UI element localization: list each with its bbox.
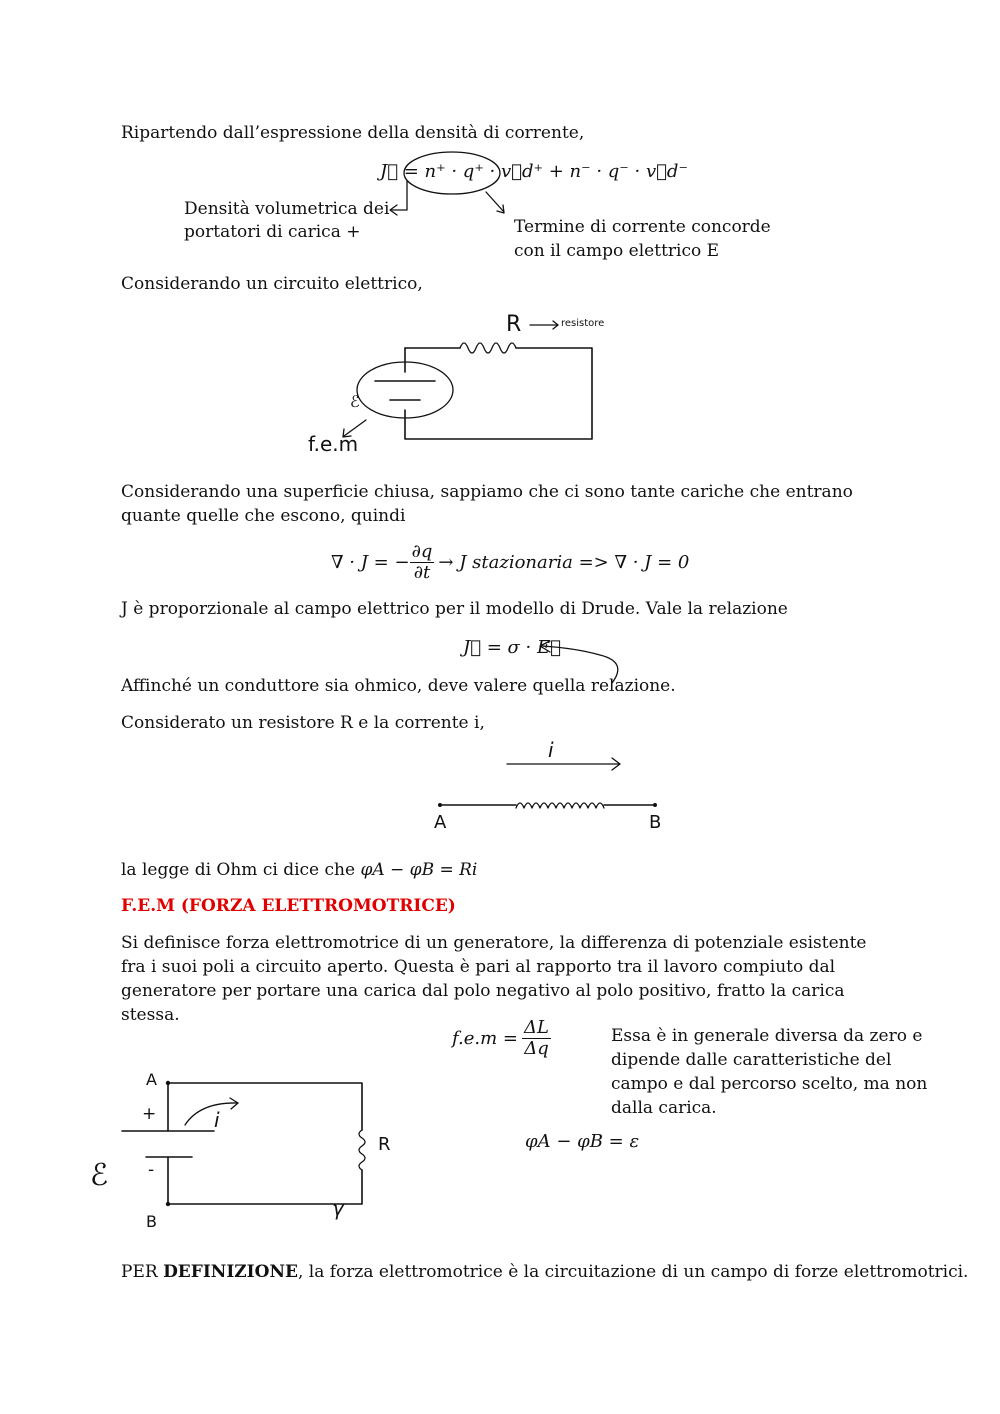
section-heading-fem: F.E.M (FORZA ELETTROMOTRICE) <box>121 896 456 916</box>
divergence-numerator: ∂q <box>411 540 433 562</box>
paragraph-fem-note: Essa è in generale diversa da zero e dipende dalle caratteristiche del campo e dal percorso scelto, ma non dalla carica. <box>611 1026 928 1118</box>
circuit2-resistor-label: R <box>378 1134 391 1155</box>
annotation-density-line2: portatori di carica + <box>184 222 361 242</box>
paragraph-fem-definition: Si definisce forza elettromotrice di un generatore, la differenza di potenziale esistente fra i suoi poli a circuito aperto. Questa è pari al rapporto tra il lavoro compiuto dal generatore per portare una carica dal polo negativo al polo positivo, fratto la carica stessa. <box>121 933 867 1025</box>
fem-lhs: f.e.m = <box>452 1027 518 1049</box>
final-prefix: PER <box>121 1262 164 1282</box>
circuit1-fem-label: f.e.m <box>308 432 359 456</box>
resistor-current-label: i <box>548 738 554 762</box>
divergence-rhs: → J stazionaria => ∇ · J = 0 <box>438 551 690 573</box>
current-arrow-curved <box>185 1103 238 1125</box>
paragraph-closed-surface: Considerando una superficie chiusa, sappiamo che ci sono tante cariche che entrano quante quelle che escono, quindi <box>121 482 853 526</box>
final-bold: DEFINIZIONE <box>163 1262 298 1282</box>
equation-ohm-law: φA − φB = Ri <box>360 860 478 880</box>
circuit2-node-a: A <box>146 1070 157 1089</box>
circuit1-resistor-note: resistore <box>561 318 605 329</box>
paragraph-intro: Ripartendo dall’espressione della densità di corrente, <box>121 123 585 143</box>
equation-ohm-local: J⃗ = σ · E⃗ <box>463 637 561 658</box>
ohm-law-text: la legge di Ohm ci dice che <box>121 860 356 880</box>
divergence-denominator: ∂t <box>413 561 431 583</box>
fem-denominator: Δq <box>524 1037 549 1059</box>
paragraph-circuit: Considerando un circuito elettrico, <box>121 274 423 294</box>
divergence-lhs: ∇ · J = − <box>331 551 410 573</box>
paragraph-final <box>121 1260 968 1284</box>
circuit2-plus: + <box>142 1104 157 1124</box>
resistor-vertical <box>359 1130 365 1170</box>
circuit2-gamma-label: γ <box>332 1196 344 1220</box>
circuit1-resistor-label: R <box>506 312 522 337</box>
circuit2-node-b: B <box>146 1212 157 1231</box>
circuit2-minus: - <box>148 1160 155 1180</box>
annotation-density-line1: Densità volumetrica dei <box>184 199 390 219</box>
equation-fem-potential: φA − φB = ε <box>525 1131 640 1152</box>
equation-current-density: J⃗ = n⁺ · q⁺ · v⃗d⁺ + n⁻ · q⁻ · v⃗d⁻ <box>380 161 688 182</box>
circuit1-source-label: ℰ <box>350 392 360 411</box>
resistor-node-a: A <box>434 812 447 833</box>
annotation-term-line2: con il campo elettrico E <box>514 241 720 261</box>
final-suffix: , la forza elettromotrice è la circuitazione di un campo di forze elettromotrici. <box>297 1262 969 1282</box>
paragraph-ohmic: Affinché un conduttore sia ohmico, deve valere quella relazione. <box>121 676 676 696</box>
resistor-node-b: B <box>649 812 662 833</box>
paragraph-drude: J è proporzionale al campo elettrico per il modello di Drude. Vale la relazione <box>121 599 788 619</box>
annotation-term-line1: Termine di corrente concorde <box>514 217 771 237</box>
paragraph-resistor: Considerato un resistore R e la corrente i, <box>121 713 485 733</box>
circuit2-source-label: ℰ <box>90 1158 109 1193</box>
fem-numerator: ΔL <box>524 1016 549 1038</box>
circuit2-current-label: i <box>214 1108 220 1132</box>
wire-top-right <box>168 1083 362 1130</box>
